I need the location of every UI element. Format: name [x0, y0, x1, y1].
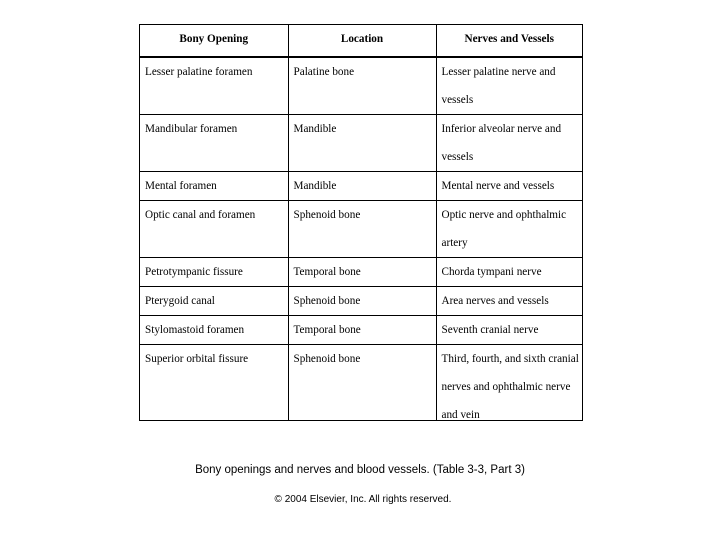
cell-nerves-and-vessels: Mental nerve and vessels	[436, 172, 582, 201]
table-row	[140, 115, 582, 172]
cell-nerves-and-vessels: Lesser palatine nerve and vessels	[436, 57, 582, 115]
cell-location: Temporal bone	[288, 316, 436, 345]
table-row	[140, 316, 582, 345]
cell-bony-opening: Optic canal and foramen	[140, 201, 288, 258]
header-nerves-and-vessels: Nerves and Vessels	[436, 25, 582, 57]
table-row	[140, 345, 582, 422]
cell-location: Sphenoid bone	[288, 201, 436, 258]
cell-nerves-and-vessels: Seventh cranial nerve	[436, 316, 582, 345]
table-row	[140, 57, 582, 115]
header-bony-opening: Bony Opening	[140, 25, 288, 57]
cell-nerves-and-vessels: Optic nerve and ophthalmic artery	[436, 201, 582, 258]
cell-location: Temporal bone	[288, 258, 436, 287]
cell-bony-opening: Mental foramen	[140, 172, 288, 201]
header-location: Location	[288, 25, 436, 57]
data-table-frame	[139, 24, 583, 421]
cell-bony-opening: Pterygoid canal	[140, 287, 288, 316]
table-row	[140, 172, 582, 201]
table-row	[140, 258, 582, 287]
cell-bony-opening: Mandibular foramen	[140, 115, 288, 172]
cell-nerves-and-vessels: Area nerves and vessels	[436, 287, 582, 316]
table-row	[140, 287, 582, 316]
cell-bony-opening: Stylomastoid foramen	[140, 316, 288, 345]
cell-location: Sphenoid bone	[288, 345, 436, 422]
header-row	[140, 25, 582, 57]
cell-location: Sphenoid bone	[288, 287, 436, 316]
cell-location: Mandible	[288, 172, 436, 201]
table-row	[140, 201, 582, 258]
cell-nerves-and-vessels: Chorda tympani nerve	[436, 258, 582, 287]
cell-bony-opening: Petrotympanic fissure	[140, 258, 288, 287]
cell-nerves-and-vessels: Third, fourth, and sixth cranial nerves and ophthalmic nerve and vein	[436, 345, 582, 422]
cell-bony-opening: Lesser palatine foramen	[140, 57, 288, 115]
cell-location: Mandible	[288, 115, 436, 172]
cell-bony-opening: Superior orbital fissure	[140, 345, 288, 422]
cell-location: Palatine bone	[288, 57, 436, 115]
copyright-notice: © 2004 Elsevier, Inc. All rights reserved.	[274, 494, 452, 505]
cell-nerves-and-vessels: Inferior alveolar nerve and vessels	[436, 115, 582, 172]
table-caption: Bony openings and nerves and blood vessels. (Table 3-3, Part 3)	[195, 464, 525, 476]
bony-openings-table	[140, 25, 582, 421]
